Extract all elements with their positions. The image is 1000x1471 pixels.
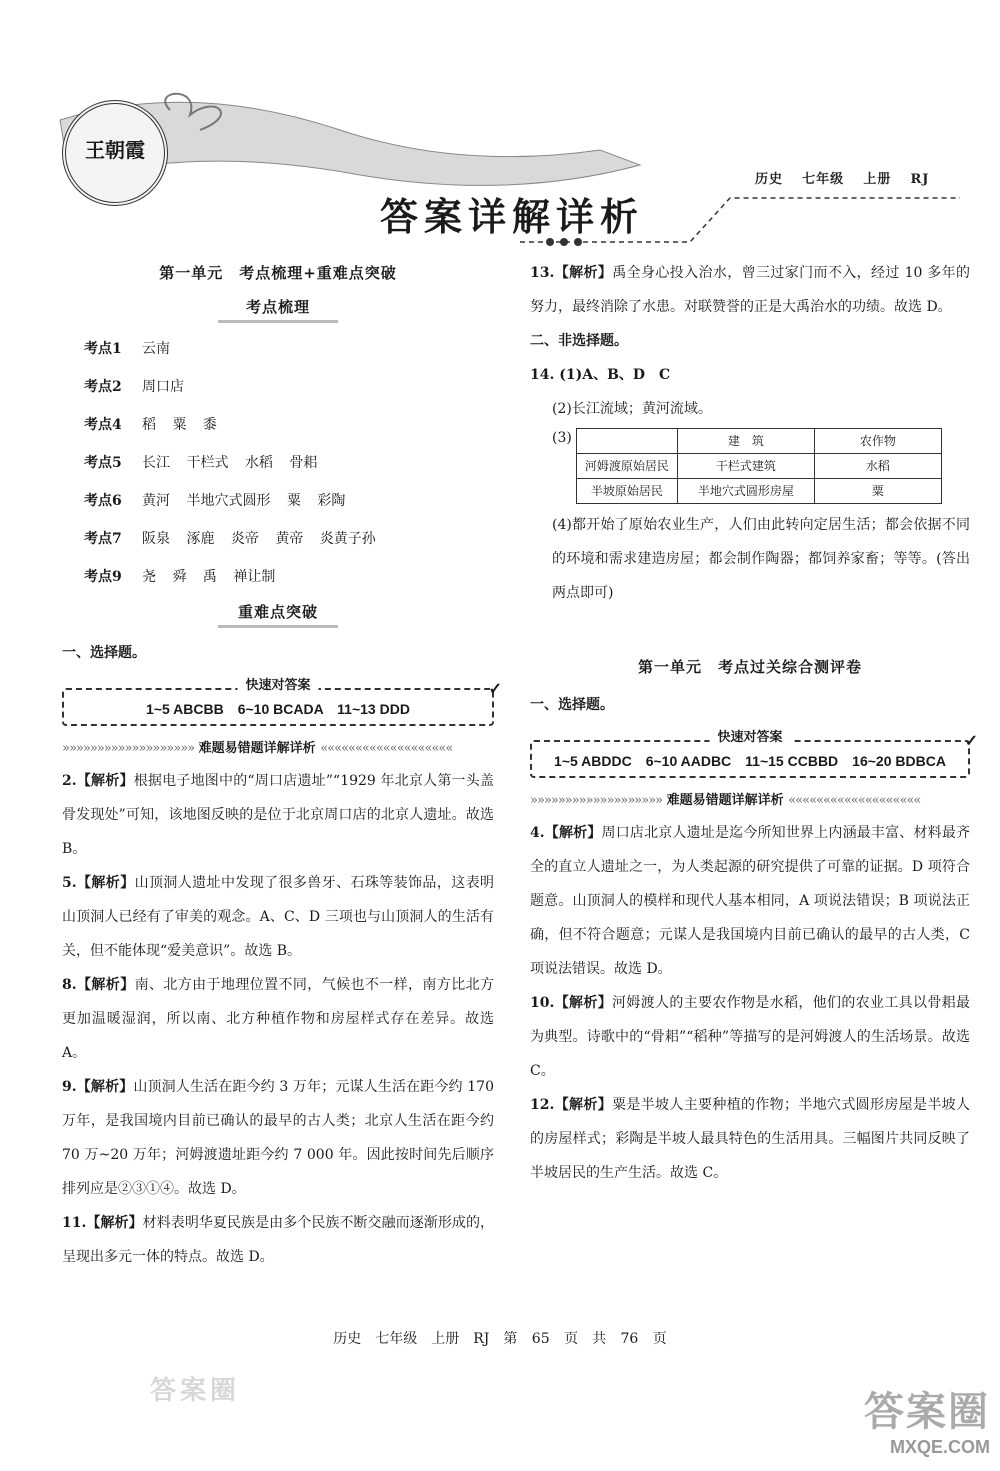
explanation-divider xyxy=(62,738,494,760)
knowledge-point-value: 云南 xyxy=(142,341,170,357)
explanation-tag: 【解析】 xyxy=(76,977,135,993)
knowledge-point-label: 考点2 xyxy=(84,379,122,395)
knowledge-point-list xyxy=(62,331,494,595)
divider-label: 难题易错题详解详析 xyxy=(666,793,784,808)
knowledge-point-item xyxy=(84,483,494,519)
knowledge-point-value: 阪泉 涿鹿 炎帝 黄帝 炎黄子孙 xyxy=(142,531,376,547)
chevron-decoration-icon: ««««««««««««««««««« xyxy=(320,741,453,756)
q14-part4: (4)都开始了原始农业生产，人们由此转向定居生活；都会依据不同的环境和需求建造房屋；都会制作陶器；都饲养家畜；等等。(答出两点即可) xyxy=(552,517,970,601)
knowledge-point-item xyxy=(84,445,494,481)
q14-part3 xyxy=(530,426,970,508)
explanation-number: 5. xyxy=(62,875,77,891)
faint-watermark: 答案圈 xyxy=(150,1376,241,1406)
knowledge-point-value: 周口店 xyxy=(142,379,184,395)
key-section-title: 重难点突破 xyxy=(218,599,338,628)
quick-answer-caption: 快速对答案 xyxy=(709,728,790,748)
knowledge-point-value: 长江 干栏式 水稻 骨耜 xyxy=(142,455,318,471)
explanation-number: 11. xyxy=(62,1215,87,1231)
explanation-item xyxy=(62,1070,494,1206)
explanation-number: 4. xyxy=(530,825,545,841)
knowledge-point-label: 考点4 xyxy=(84,417,122,433)
explanation-item xyxy=(530,1088,970,1190)
table-header-cell: 农作物 xyxy=(814,429,941,454)
explanation-text: 粟是半坡人主要种植的作物；半地穴式圆形房屋是半坡人的房屋样式；彩陶是半坡人最具特色的生活用具。三幅图片共同反映了半坡居民的生产生活。故选 C。 xyxy=(530,1097,971,1181)
explanation-number: 10. xyxy=(530,995,555,1011)
explanation-tag: 【解析】 xyxy=(86,1215,143,1231)
explanation-text: 材料表明华夏民族是由多个民族不断交融而逐渐形成的，呈现出多元一体的特点。故选 D。 xyxy=(62,1215,495,1265)
explanation-divider xyxy=(530,790,970,812)
knowledge-point-item xyxy=(84,521,494,557)
page-title: 答案详解详析 xyxy=(380,194,645,239)
explanation-text: 山顶洞人遗址中发现了很多兽牙、石珠等装饰品，这表明山顶洞人已经有了审美的观念。A、C、D 三项也与山顶洞人的生活有关，但不能体现“爱美意识”。故选 B。 xyxy=(62,875,495,959)
quick-answer-caption: 快速对答案 xyxy=(237,676,318,696)
table-cell: 粟 xyxy=(814,479,941,504)
knowledge-point-item xyxy=(84,369,494,405)
unit-title: 第一单元 考点过关综合测评卷 xyxy=(637,658,862,676)
left-explanation-list xyxy=(62,764,494,1274)
comparison-table xyxy=(576,428,942,504)
quick-answer-box xyxy=(530,730,978,778)
explanation-tag: 【解析】 xyxy=(76,1079,134,1095)
explanation-item xyxy=(62,866,494,968)
explanation-tag: 【解析】 xyxy=(554,1097,613,1113)
explanation-text: 根据电子地图中的“周口店遗址”“1929 年北京人第一头盖骨发现处”可知，该地图反映的是位于北京周口店的北京人遗址。故选 B。 xyxy=(62,773,494,857)
q14-part1: 14. (1)A、B、D C xyxy=(530,367,671,383)
knowledge-point-label: 考点5 xyxy=(84,455,122,471)
left-column xyxy=(62,256,502,1274)
logo-text: 王朝霞 xyxy=(85,138,145,162)
knowledge-point-label: 考点6 xyxy=(84,493,122,509)
nonchoice-section-title: 二、非选择题。 xyxy=(530,333,628,349)
table-cell: 半地穴式圆形房屋 xyxy=(677,479,814,504)
site-watermark xyxy=(820,1380,990,1458)
brand-logo xyxy=(62,100,168,206)
explanation-item xyxy=(62,968,494,1070)
explanation-tag: 【解析】 xyxy=(76,875,135,891)
right-column xyxy=(530,256,978,1190)
explanation-tag: 【解析】 xyxy=(554,265,613,281)
knowledge-point-item xyxy=(84,559,494,595)
table-header-cell: 建 筑 xyxy=(677,429,814,454)
explanation-number: 9. xyxy=(62,1079,77,1095)
watermark-url: MXQE.COM xyxy=(889,1437,990,1457)
explanation-text: 山顶洞人生活在距今约 3 万年；元谋人生活在距今约 170 万年，是我国境内目前已确认的最早的古人类；北京人生活在距今约 70 万~20 万年；河姆渡遗址距今约 7 000 年。因此按时间先后顺序排列应是②③①④。故选 D。 xyxy=(62,1079,494,1197)
subject-tag-subject: 历史 xyxy=(755,172,784,187)
explanation-item xyxy=(62,1206,494,1274)
table-cell: 水稻 xyxy=(814,454,941,479)
quick-answer-text: 1~5 ABCBB 6~10 BCADA 11~13 DDD xyxy=(146,701,410,717)
right-explanation-list xyxy=(530,816,970,1190)
subject-tag-grade: 七年级 xyxy=(802,172,845,187)
explanation-tag: 【解析】 xyxy=(554,995,613,1011)
table-row xyxy=(576,479,941,504)
knowledge-point-label: 考点9 xyxy=(84,569,122,585)
explanation-number: 2. xyxy=(62,773,77,789)
kp-section-title: 考点梳理 xyxy=(218,294,338,323)
choice-section-title: 一、选择题。 xyxy=(530,697,614,713)
explanation-number: 8. xyxy=(62,977,77,993)
divider-label: 难题易错题详解详析 xyxy=(198,741,316,756)
knowledge-point-item xyxy=(84,407,494,443)
knowledge-point-label: 考点7 xyxy=(84,531,122,547)
explanation-text: 周口店北京人遗址是迄今所知世界上内涵最丰富、材料最齐全的直立人遗址之一，为人类起源的研究提供了可靠的证据。D 项符合题意。山顶洞人的模样和现代人基本相同，A 项说法错误；B 项说法正确，但不符合题意；元谋人是我国境内目前已确认的最早的古人类，C 项说法错误。故选 D。 xyxy=(530,825,971,977)
page-footer: 历史 七年级 上册 RJ 第 65 页 共 76 页 xyxy=(333,1331,667,1347)
q14-part3-label: (3) xyxy=(552,430,572,446)
table-row xyxy=(576,454,941,479)
knowledge-point-item xyxy=(84,331,494,367)
subject-tags xyxy=(755,168,943,187)
table-cell: 河姆渡原始居民 xyxy=(576,454,677,479)
check-icon: ✓ xyxy=(488,679,502,698)
watermark-logo-text: 答案圈 xyxy=(864,1390,990,1434)
choice-section-title: 一、选择题。 xyxy=(62,645,146,661)
explanation-tag: 【解析】 xyxy=(544,825,602,841)
knowledge-point-label: 考点1 xyxy=(84,341,122,357)
explanation-item xyxy=(530,256,970,324)
table-cell: 干栏式建筑 xyxy=(677,454,814,479)
explanation-text: 禹全身心投入治水，曾三过家门而不入，经过 10 多年的努力，最终消除了水患。对联赞誉的正是大禹治水的功绩。故选 D。 xyxy=(530,265,971,315)
check-icon: ✓ xyxy=(964,731,978,750)
explanation-text: 河姆渡人的主要农作物是水稻，他们的农业工具以骨耜最为典型。诗歌中的“骨耜”“稻种”等描写的是河姆渡人的生活场景。故选 C。 xyxy=(530,995,971,1079)
quick-answer-box xyxy=(62,678,502,726)
table-header-cell xyxy=(576,429,677,454)
chevron-decoration-icon: »»»»»»»»»»»»»»»»»»» xyxy=(62,741,195,756)
explanation-item xyxy=(530,816,970,986)
quick-answer-text: 1~5 ABDDC 6~10 AADBC 11~15 CCBBD 16~20 BDBCA xyxy=(554,753,946,769)
knowledge-point-value: 黄河 半地穴式圆形 粟 彩陶 xyxy=(142,493,346,509)
explanation-item xyxy=(62,764,494,866)
explanation-item xyxy=(530,986,970,1088)
table-header-row xyxy=(576,429,941,454)
explanation-number: 13. xyxy=(530,265,555,281)
explanation-number: 12. xyxy=(530,1097,555,1113)
subject-tag-volume: 上册 xyxy=(863,172,892,187)
chevron-decoration-icon: »»»»»»»»»»»»»»»»»»» xyxy=(530,793,663,808)
chevron-decoration-icon: ««««««««««««««««««« xyxy=(788,793,921,808)
unit-title: 第一单元 考点梳理+重难点突破 xyxy=(159,264,397,282)
subject-tag-edition: RJ xyxy=(910,172,930,187)
knowledge-point-value: 尧 舜 禹 禅让制 xyxy=(142,569,276,585)
table-cell: 半坡原始居民 xyxy=(576,479,677,504)
knowledge-point-value: 稻 粟 黍 xyxy=(142,417,217,433)
q14-part2: (2)长江流域；黄河流域。 xyxy=(552,401,712,417)
explanation-tag: 【解析】 xyxy=(76,773,134,789)
explanation-text: 南、北方由于地理位置不同，气候也不一样，南方比北方更加温暖湿润，所以南、北方种植作物和房屋样式存在差异。故选 A。 xyxy=(62,977,495,1061)
